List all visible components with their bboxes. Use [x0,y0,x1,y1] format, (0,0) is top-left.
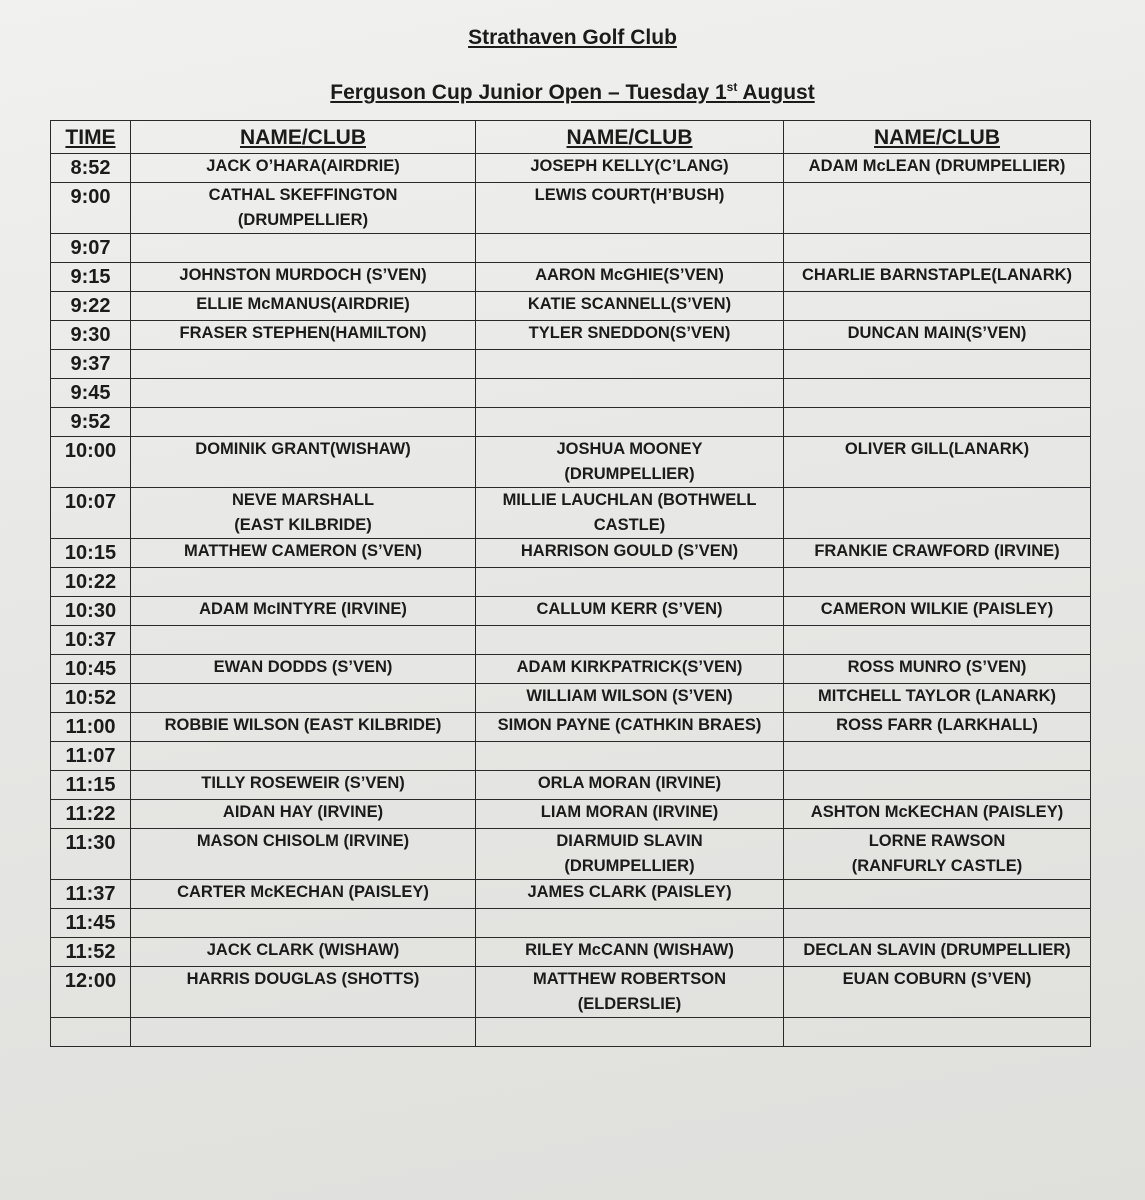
table-row [51,800,1091,829]
player-cell-3 [784,568,1091,597]
table-row [51,379,1091,408]
table-row [51,909,1091,938]
player-cell-1: JACK CLARK (WISHAW) [131,938,476,967]
table-row [51,321,1091,350]
table-row [51,539,1091,568]
player-cell-3: ROSS FARR (LARKHALL) [784,713,1091,742]
player-cell-3: ADAM McLEAN (DRUMPELLIER) [784,154,1091,183]
table-row [51,713,1091,742]
player-cell-1: EWAN DODDS (S’VEN) [131,655,476,684]
table-row [51,408,1091,437]
player-cell-2 [476,1018,784,1047]
player-cell-1: TILLY ROSEWEIR (S’VEN) [131,771,476,800]
table-row [51,742,1091,771]
table-row [51,292,1091,321]
player-cell-1 [131,350,476,379]
player-cell-2: MILLIE LAUCHLAN (BOTHWELL CASTLE) [476,488,784,539]
table-row [51,437,1091,488]
player-cell-2 [476,350,784,379]
player-cell-2: LEWIS COURT(H’BUSH) [476,183,784,234]
player-cell-2: KATIE SCANNELL(S’VEN) [476,292,784,321]
player-cell-3 [784,408,1091,437]
player-cell-1: ELLIE McMANUS(AIRDRIE) [131,292,476,321]
player-cell-2: ORLA MORAN (IRVINE) [476,771,784,800]
header-name-club-3: NAME/CLUB [784,121,1091,154]
player-cell-3 [784,488,1091,539]
player-cell-2 [476,234,784,263]
player-cell-1: HARRIS DOUGLAS (SHOTTS) [131,967,476,1018]
table-row [51,967,1091,1018]
table-row [51,938,1091,967]
time-cell: 11:45 [51,909,131,938]
player-cell-3: ASHTON McKECHAN (PAISLEY) [784,800,1091,829]
event-title-ordinal: st [726,80,738,94]
player-cell-3: ROSS MUNRO (S’VEN) [784,655,1091,684]
player-cell-3 [784,379,1091,408]
player-cell-3 [784,1018,1091,1047]
player-cell-3: DUNCAN MAIN(S’VEN) [784,321,1091,350]
table-row [51,568,1091,597]
player-cell-2: HARRISON GOULD (S’VEN) [476,539,784,568]
player-cell-1 [131,684,476,713]
player-cell-2: JAMES CLARK (PAISLEY) [476,880,784,909]
player-cell-2: LIAM MORAN (IRVINE) [476,800,784,829]
player-cell-2: DIARMUID SLAVIN (DRUMPELLIER) [476,829,784,880]
time-cell: 9:37 [51,350,131,379]
table-row [51,183,1091,234]
player-cell-2: TYLER SNEDDON(S’VEN) [476,321,784,350]
player-cell-3 [784,626,1091,655]
time-cell: 9:00 [51,183,131,234]
time-cell: 8:52 [51,154,131,183]
player-cell-1: JOHNSTON MURDOCH (S’VEN) [131,263,476,292]
player-cell-2: RILEY McCANN (WISHAW) [476,938,784,967]
event-title-month: August [737,81,815,104]
player-cell-2 [476,742,784,771]
player-cell-2: ADAM KIRKPATRICK(S’VEN) [476,655,784,684]
player-cell-1: ADAM McINTYRE (IRVINE) [131,597,476,626]
table-row [51,1018,1091,1047]
player-cell-1 [131,234,476,263]
player-cell-1 [131,568,476,597]
time-cell: 9:52 [51,408,131,437]
time-cell: 9:30 [51,321,131,350]
header-name-club-1: NAME/CLUB [131,121,476,154]
time-cell: 11:15 [51,771,131,800]
player-cell-1: AIDAN HAY (IRVINE) [131,800,476,829]
player-cell-1 [131,408,476,437]
table-row [51,263,1091,292]
club-title: Strathaven Golf Club [468,26,677,49]
player-cell-2 [476,626,784,655]
time-cell: 10:52 [51,684,131,713]
time-cell: 11:37 [51,880,131,909]
tee-times-table [50,120,1091,1047]
player-cell-1: MASON CHISOLM (IRVINE) [131,829,476,880]
player-cell-1 [131,379,476,408]
header-row [51,121,1091,154]
time-cell: 10:00 [51,437,131,488]
player-cell-2: JOSEPH KELLY(C’LANG) [476,154,784,183]
player-cell-2: JOSHUA MOONEY (DRUMPELLIER) [476,437,784,488]
time-cell: 9:22 [51,292,131,321]
table-row [51,771,1091,800]
player-cell-1 [131,742,476,771]
table-body [51,154,1091,1047]
time-cell: 10:30 [51,597,131,626]
player-cell-2: SIMON PAYNE (CATHKIN BRAES) [476,713,784,742]
time-cell: 12:00 [51,967,131,1018]
time-cell: 11:22 [51,800,131,829]
table-row [51,829,1091,880]
time-cell [51,1018,131,1047]
player-cell-1 [131,1018,476,1047]
table-row [51,597,1091,626]
player-cell-2: AARON McGHIE(S’VEN) [476,263,784,292]
time-cell: 11:00 [51,713,131,742]
player-cell-1: DOMINIK GRANT(WISHAW) [131,437,476,488]
player-cell-3 [784,350,1091,379]
table-row [51,626,1091,655]
player-cell-2 [476,408,784,437]
time-cell: 9:45 [51,379,131,408]
player-cell-3: LORNE RAWSON (RANFURLY CASTLE) [784,829,1091,880]
player-cell-2 [476,568,784,597]
time-cell: 11:30 [51,829,131,880]
player-cell-1: JACK O’HARA(AIRDRIE) [131,154,476,183]
player-cell-1: NEVE MARSHALL (EAST KILBRIDE) [131,488,476,539]
table-row [51,350,1091,379]
time-cell: 9:07 [51,234,131,263]
player-cell-3: CAMERON WILKIE (PAISLEY) [784,597,1091,626]
player-cell-2: MATTHEW ROBERTSON (ELDERSLIE) [476,967,784,1018]
player-cell-3 [784,771,1091,800]
player-cell-3: FRANKIE CRAWFORD (IRVINE) [784,539,1091,568]
player-cell-1: FRASER STEPHEN(HAMILTON) [131,321,476,350]
table-row [51,655,1091,684]
header-name-club-2: NAME/CLUB [476,121,784,154]
player-cell-2 [476,379,784,408]
player-cell-2: WILLIAM WILSON (S’VEN) [476,684,784,713]
player-cell-1: CARTER McKECHAN (PAISLEY) [131,880,476,909]
player-cell-3 [784,880,1091,909]
player-cell-2 [476,909,784,938]
player-cell-3 [784,234,1091,263]
time-cell: 10:37 [51,626,131,655]
table-row [51,684,1091,713]
player-cell-1 [131,626,476,655]
time-cell: 10:45 [51,655,131,684]
player-cell-3 [784,909,1091,938]
table-row [51,234,1091,263]
player-cell-1: ROBBIE WILSON (EAST KILBRIDE) [131,713,476,742]
player-cell-3: DECLAN SLAVIN (DRUMPELLIER) [784,938,1091,967]
player-cell-3: EUAN COBURN (S’VEN) [784,967,1091,1018]
player-cell-3 [784,292,1091,321]
player-cell-2: CALLUM KERR (S’VEN) [476,597,784,626]
table-row [51,488,1091,539]
table-row [51,880,1091,909]
event-title [0,80,1145,105]
table-row [51,154,1091,183]
time-cell: 11:52 [51,938,131,967]
player-cell-3: CHARLIE BARNSTAPLE(LANARK) [784,263,1091,292]
player-cell-3: MITCHELL TAYLOR (LANARK) [784,684,1091,713]
player-cell-3 [784,183,1091,234]
player-cell-3 [784,742,1091,771]
time-cell: 10:15 [51,539,131,568]
player-cell-1: MATTHEW CAMERON (S’VEN) [131,539,476,568]
time-cell: 11:07 [51,742,131,771]
player-cell-1: CATHAL SKEFFINGTON (DRUMPELLIER) [131,183,476,234]
event-title-main: Ferguson Cup Junior Open – Tuesday 1 [330,81,727,104]
header-time: TIME [51,121,131,154]
time-cell: 9:15 [51,263,131,292]
time-cell: 10:22 [51,568,131,597]
time-cell: 10:07 [51,488,131,539]
player-cell-1 [131,909,476,938]
player-cell-3: OLIVER GILL(LANARK) [784,437,1091,488]
